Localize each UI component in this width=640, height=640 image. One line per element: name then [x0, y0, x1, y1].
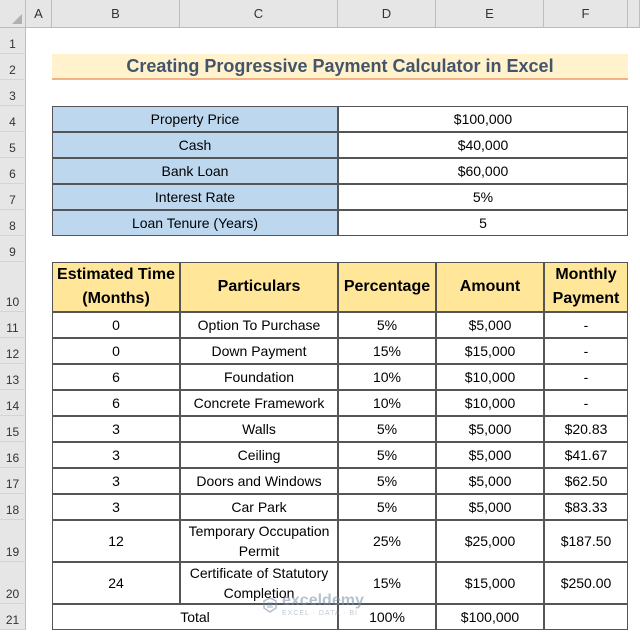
amount-cell[interactable]: $10,000: [436, 390, 544, 416]
particulars-cell[interactable]: Car Park: [180, 494, 338, 520]
watermark-tagline: EXCEL · DATA · BI: [282, 610, 358, 617]
monthly-payment-cell[interactable]: $62.50: [544, 468, 628, 494]
select-all-triangle-icon: [12, 14, 22, 24]
column-header-f[interactable]: F: [544, 0, 628, 28]
percentage-cell[interactable]: 5%: [338, 494, 436, 520]
monthly-payment-cell[interactable]: -: [544, 338, 628, 364]
row-header-10[interactable]: 10: [0, 262, 26, 312]
info-label-bank-loan[interactable]: Bank Loan: [52, 158, 338, 184]
amount-cell[interactable]: $5,000: [436, 416, 544, 442]
particulars-cell[interactable]: Foundation: [180, 364, 338, 390]
particulars-cell[interactable]: Down Payment: [180, 338, 338, 364]
row-header-3[interactable]: 3: [0, 80, 26, 106]
info-value-cash[interactable]: $40,000: [338, 132, 628, 158]
particulars-cell[interactable]: Concrete Framework: [180, 390, 338, 416]
time-cell[interactable]: 6: [52, 390, 180, 416]
time-cell[interactable]: 3: [52, 442, 180, 468]
header-estimated-time[interactable]: Estimated Time (Months): [52, 262, 180, 312]
percentage-cell[interactable]: 25%: [338, 520, 436, 562]
monthly-payment-cell[interactable]: $250.00: [544, 562, 628, 604]
time-cell[interactable]: 3: [52, 494, 180, 520]
row-header-17[interactable]: 17: [0, 468, 26, 494]
particulars-cell[interactable]: Certificate of Statutory Completion: [180, 562, 338, 604]
row-header-4[interactable]: 4: [0, 106, 26, 132]
particulars-cell[interactable]: Temporary Occupation Permit: [180, 520, 338, 562]
percentage-cell[interactable]: 5%: [338, 312, 436, 338]
total-label[interactable]: Total: [52, 604, 338, 630]
amount-cell[interactable]: $5,000: [436, 468, 544, 494]
row-header-7[interactable]: 7: [0, 184, 26, 210]
percentage-cell[interactable]: 5%: [338, 416, 436, 442]
row-header-21[interactable]: 21: [0, 604, 26, 630]
column-header-d[interactable]: D: [338, 0, 436, 28]
select-all-corner[interactable]: [0, 0, 26, 28]
info-label-interest-rate[interactable]: Interest Rate: [52, 184, 338, 210]
info-value-property-price[interactable]: $100,000: [338, 106, 628, 132]
percentage-cell[interactable]: 10%: [338, 364, 436, 390]
row-header-18[interactable]: 18: [0, 494, 26, 520]
monthly-payment-cell[interactable]: $83.33: [544, 494, 628, 520]
amount-cell[interactable]: $15,000: [436, 338, 544, 364]
row-header-14[interactable]: 14: [0, 390, 26, 416]
amount-cell[interactable]: $15,000: [436, 562, 544, 604]
time-cell[interactable]: 6: [52, 364, 180, 390]
info-label-property-price[interactable]: Property Price: [52, 106, 338, 132]
row-header-20[interactable]: 20: [0, 562, 26, 604]
info-value-loan-tenure-years[interactable]: 5: [338, 210, 628, 236]
particulars-cell[interactable]: Walls: [180, 416, 338, 442]
time-cell[interactable]: 3: [52, 416, 180, 442]
particulars-cell[interactable]: Option To Purchase: [180, 312, 338, 338]
column-header-c[interactable]: C: [180, 0, 338, 28]
watermark-name: exceldemy: [282, 592, 364, 609]
amount-cell[interactable]: $10,000: [436, 364, 544, 390]
percentage-cell[interactable]: 5%: [338, 442, 436, 468]
row-header-13[interactable]: 13: [0, 364, 26, 390]
monthly-payment-cell[interactable]: -: [544, 312, 628, 338]
header-percentage[interactable]: Percentage: [338, 262, 436, 312]
particulars-cell[interactable]: Doors and Windows: [180, 468, 338, 494]
info-label-loan-tenure-years[interactable]: Loan Tenure (Years): [52, 210, 338, 236]
amount-cell[interactable]: $5,000: [436, 494, 544, 520]
amount-cell[interactable]: $25,000: [436, 520, 544, 562]
row-header-11[interactable]: 11: [0, 312, 26, 338]
info-value-bank-loan[interactable]: $60,000: [338, 158, 628, 184]
amount-cell[interactable]: $5,000: [436, 442, 544, 468]
header-monthly-payment[interactable]: Monthly Payment: [544, 262, 628, 312]
row-header-16[interactable]: 16: [0, 442, 26, 468]
row-header-9[interactable]: 9: [0, 236, 26, 262]
monthly-payment-cell[interactable]: -: [544, 390, 628, 416]
particulars-cell[interactable]: Ceiling: [180, 442, 338, 468]
row-header-6[interactable]: 6: [0, 158, 26, 184]
column-header-b[interactable]: B: [52, 0, 180, 28]
time-cell[interactable]: 0: [52, 312, 180, 338]
total-percentage[interactable]: 100%: [338, 604, 436, 630]
info-label-cash[interactable]: Cash: [52, 132, 338, 158]
row-header-15[interactable]: 15: [0, 416, 26, 442]
percentage-cell[interactable]: 5%: [338, 468, 436, 494]
row-header-1[interactable]: 1: [0, 28, 26, 54]
column-header-a[interactable]: A: [26, 0, 52, 28]
row-header-8[interactable]: 8: [0, 210, 26, 236]
sheet-title[interactable]: Creating Progressive Payment Calculator in Excel: [52, 54, 628, 80]
percentage-cell[interactable]: 15%: [338, 562, 436, 604]
monthly-payment-cell[interactable]: $187.50: [544, 520, 628, 562]
time-cell[interactable]: 3: [52, 468, 180, 494]
row-header-5[interactable]: 5: [0, 132, 26, 158]
time-cell[interactable]: 24: [52, 562, 180, 604]
time-cell[interactable]: 12: [52, 520, 180, 562]
percentage-cell[interactable]: 15%: [338, 338, 436, 364]
amount-cell[interactable]: $5,000: [436, 312, 544, 338]
header-amount[interactable]: Amount: [436, 262, 544, 312]
monthly-payment-cell[interactable]: -: [544, 364, 628, 390]
monthly-payment-cell[interactable]: $41.67: [544, 442, 628, 468]
percentage-cell[interactable]: 10%: [338, 390, 436, 416]
header-particulars[interactable]: Particulars: [180, 262, 338, 312]
total-amount[interactable]: $100,000: [436, 604, 544, 630]
row-header-2[interactable]: 2: [0, 54, 26, 80]
time-cell[interactable]: 0: [52, 338, 180, 364]
column-header-filler: [628, 0, 640, 28]
total-monthly-payment[interactable]: [544, 604, 628, 630]
column-header-e[interactable]: E: [436, 0, 544, 28]
row-header-12[interactable]: 12: [0, 338, 26, 364]
row-header-19[interactable]: 19: [0, 520, 26, 562]
monthly-payment-cell[interactable]: $20.83: [544, 416, 628, 442]
info-value-interest-rate[interactable]: 5%: [338, 184, 628, 210]
